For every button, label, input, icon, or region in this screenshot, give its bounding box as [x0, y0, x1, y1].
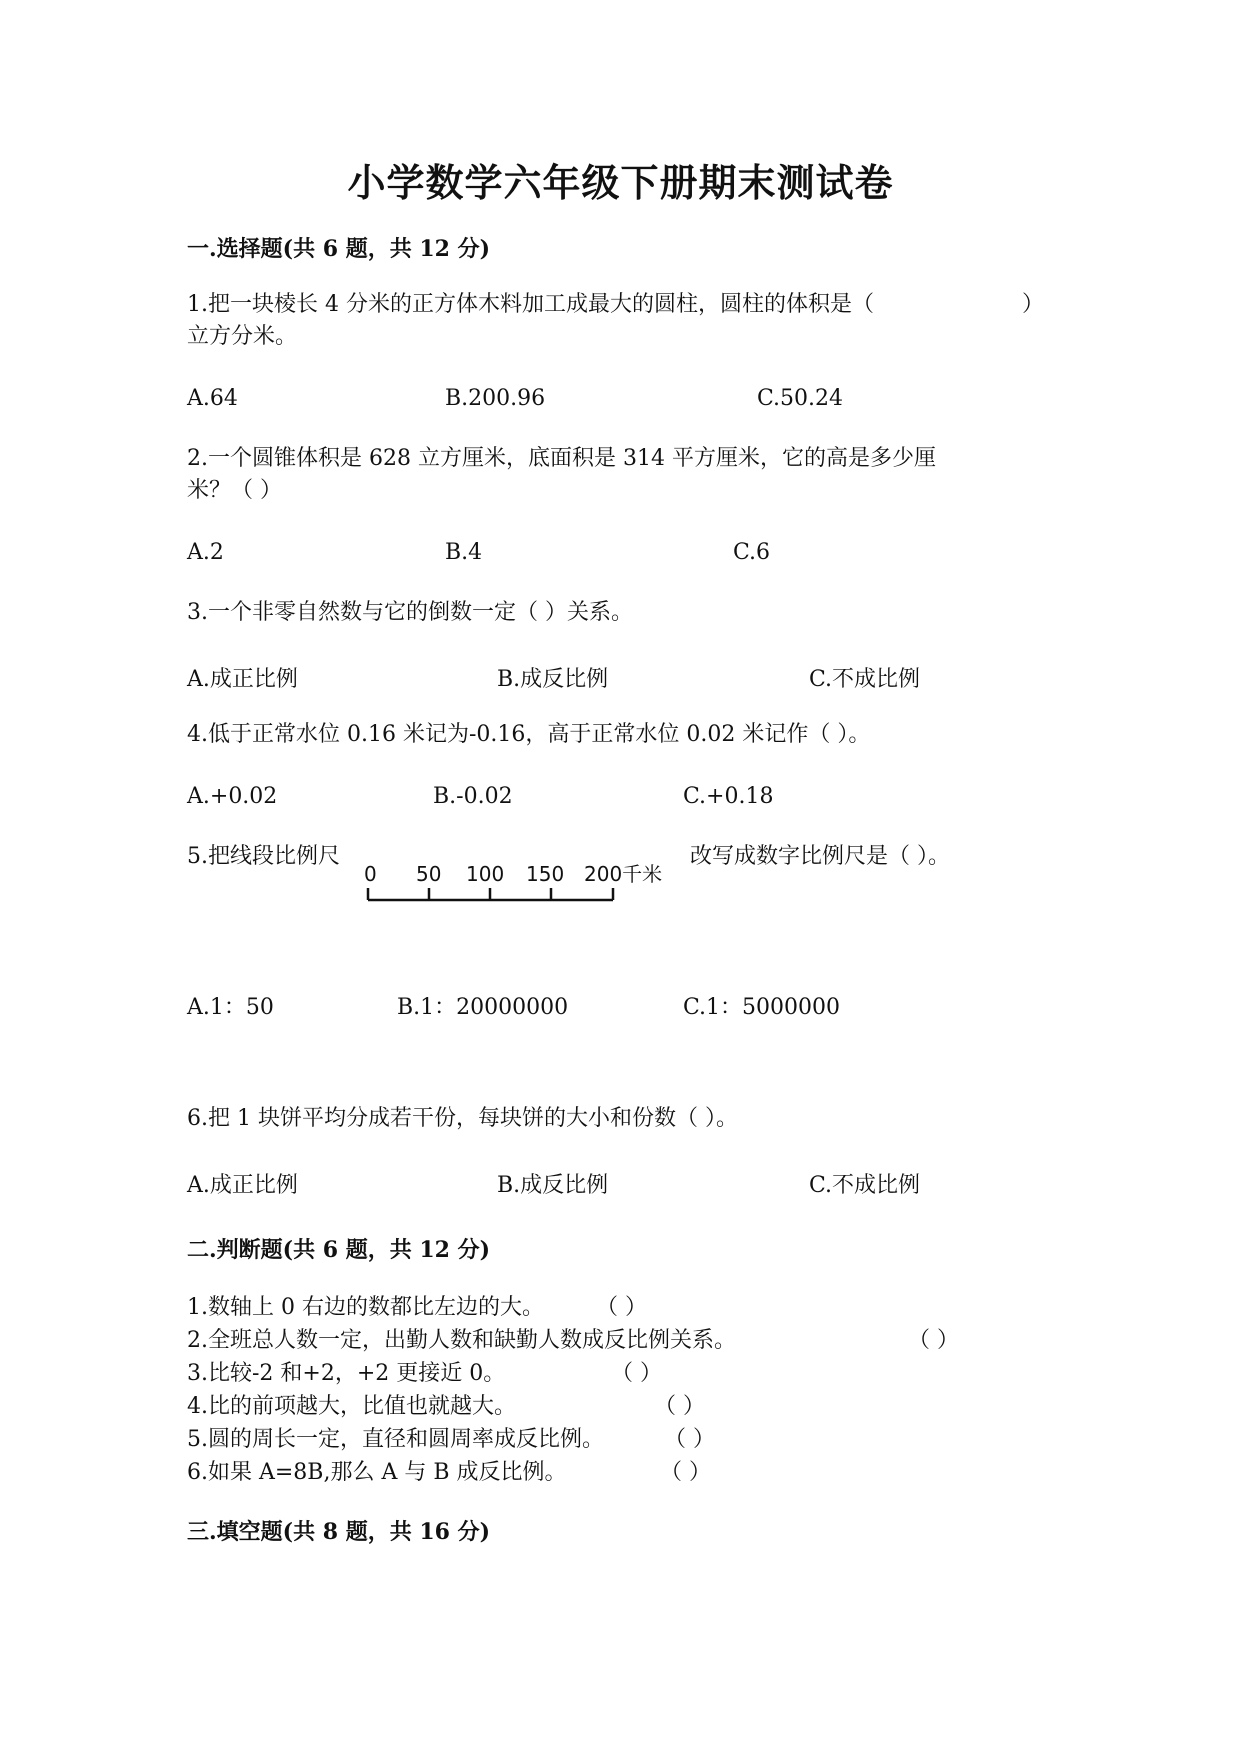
question-5-option-a: A.1：50 [187, 995, 274, 1020]
judge-item-3: 3.比较-2 和+2，+2 更接近 0。 [187, 1361, 506, 1386]
question-2-line2: 米？（ ） [187, 478, 282, 503]
question-6-option-a: A.成正比例 [187, 1173, 298, 1198]
question-1-line1: 1.把一块棱长 4 分米的正方体木料加工成最大的圆柱，圆柱的体积是（ [187, 292, 874, 317]
question-1-option-a: A.64 [187, 386, 238, 411]
question-6-option-c: C.不成比例 [809, 1173, 921, 1198]
question-4-option-c: C.+0.18 [683, 784, 774, 809]
question-2-option-a: A.2 [187, 540, 224, 565]
question-2-option-b: B.4 [445, 540, 483, 565]
scale-label-100: 100 [466, 862, 505, 886]
judge-item-4-paren: （ ） [654, 1394, 705, 1419]
question-3-option-b: B.成反比例 [497, 667, 609, 692]
question-4-option-b: B.-0.02 [433, 784, 513, 809]
question-1-option-b: B.200.96 [445, 386, 546, 411]
scale-label-50: 50 [416, 862, 442, 886]
section-heading-choice: 一.选择题(共 6 题，共 12 分) [187, 236, 491, 262]
question-5-line1-after: 改写成数字比例尺是（ ）。 [690, 844, 950, 869]
question-5-option-b: B.1：20000000 [397, 995, 569, 1020]
judge-item-6-paren: （ ） [660, 1460, 711, 1485]
judge-item-3-paren: （ ） [611, 1361, 662, 1386]
question-6-line1: 6.把 1 块饼平均分成若干份，每块饼的大小和份数（ ）。 [187, 1106, 738, 1131]
section-heading-fill: 三.填空题(共 8 题，共 16 分) [187, 1519, 491, 1545]
section-heading-judge: 二.判断题(共 6 题，共 12 分) [187, 1237, 491, 1263]
scale-label-200-km: 200千米 [584, 862, 663, 886]
question-4-option-a: A.+0.02 [187, 784, 278, 809]
question-3-line1: 3.一个非零自然数与它的倒数一定（ ）关系。 [187, 600, 633, 625]
judge-item-4: 4.比的前项越大，比值也就越大。 [187, 1394, 516, 1419]
judge-item-1: 1.数轴上 0 右边的数都比左边的大。 [187, 1295, 544, 1320]
page-title: 小学数学六年级下册期末测试卷 [347, 160, 894, 205]
question-2-line1: 2.一个圆锥体积是 628 立方厘米，底面积是 314 平方厘米，它的高是多少厘 [187, 446, 936, 471]
line-segment-scale [362, 852, 692, 932]
scale-label-0: 0 [364, 862, 377, 886]
judge-item-2: 2.全班总人数一定，出勤人数和缺勤人数成反比例关系。 [187, 1328, 736, 1353]
question-1-close-paren: ） [1022, 292, 1045, 317]
judge-item-2-paren: （ ） [908, 1328, 959, 1353]
scale-label-150: 150 [526, 862, 565, 886]
question-1-line2: 立方分米。 [187, 324, 298, 349]
question-4-line1: 4.低于正常水位 0.16 米记为-0.16，高于正常水位 0.02 米记作（ ）。 [187, 722, 871, 747]
judge-item-5: 5.圆的周长一定，直径和圆周率成反比例。 [187, 1427, 604, 1452]
question-5-line1: 5.把线段比例尺 [187, 844, 340, 869]
question-2-option-c: C.6 [733, 540, 771, 565]
question-6-option-b: B.成反比例 [497, 1173, 609, 1198]
judge-item-5-paren: （ ） [664, 1427, 715, 1452]
question-1-option-c: C.50.24 [757, 386, 844, 411]
judge-item-1-paren: （ ） [596, 1295, 647, 1320]
question-3-option-c: C.不成比例 [809, 667, 921, 692]
question-3-option-a: A.成正比例 [187, 667, 298, 692]
judge-item-6: 6.如果 A=8B,那么 A 与 B 成反比例。 [187, 1460, 567, 1485]
question-5-option-c: C.1：5000000 [683, 995, 841, 1020]
